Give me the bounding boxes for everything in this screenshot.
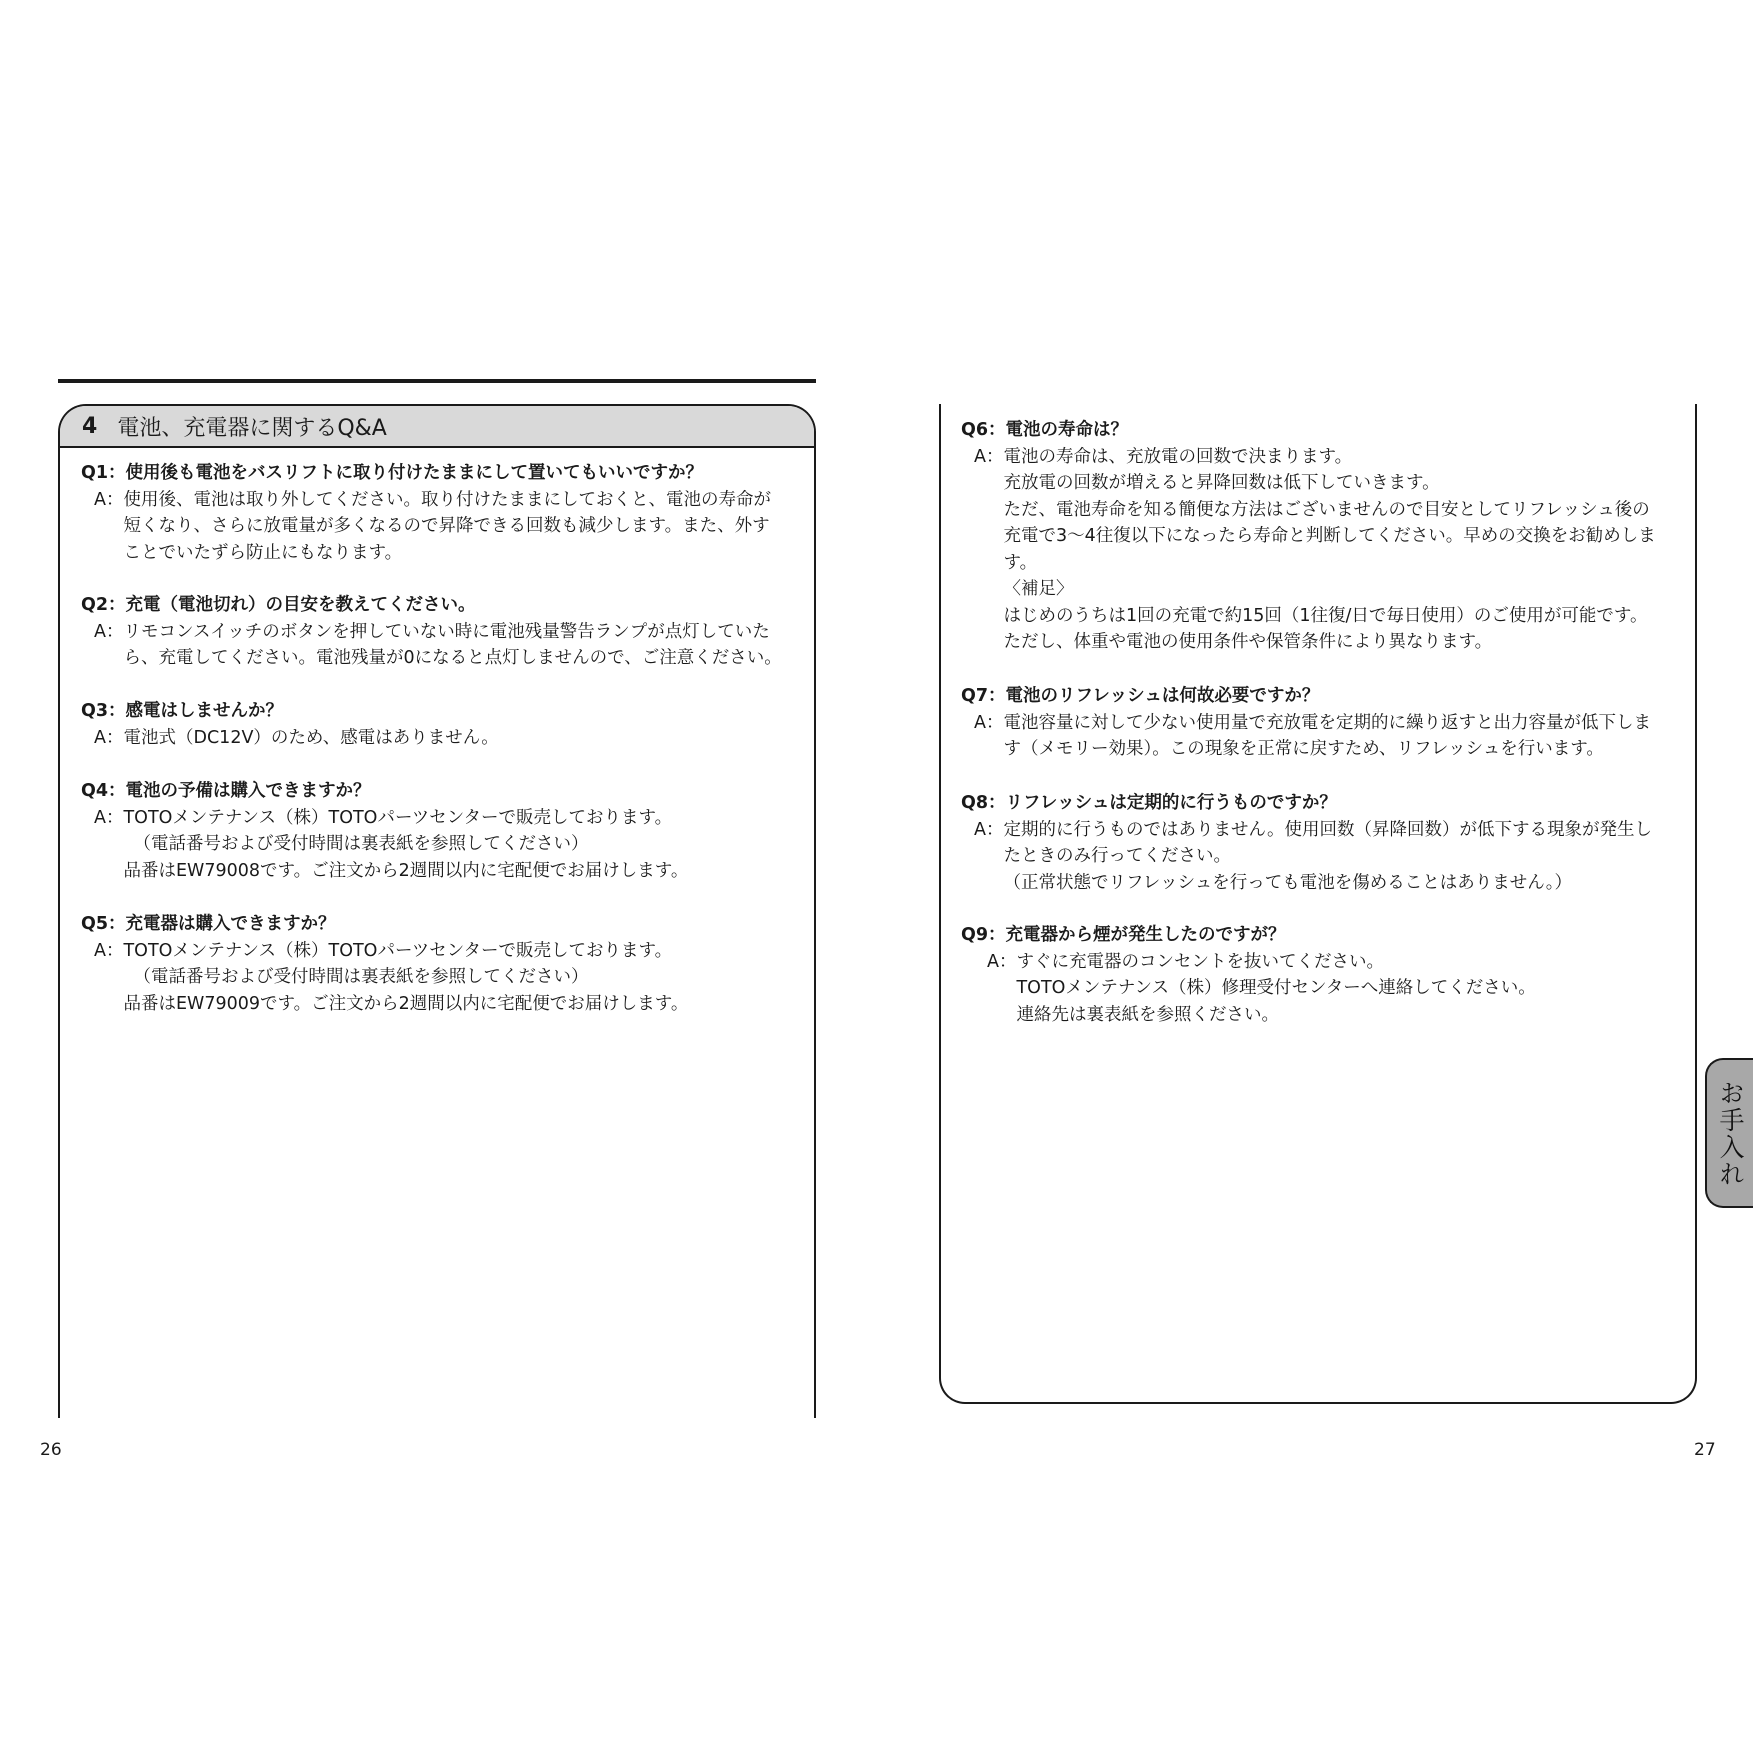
section-tab-care: [1705, 1058, 1753, 1208]
answer-line: ただ、電池寿命を知る簡便な方法はございませんので目安としてリフレッシュ後の: [1003, 499, 1650, 520]
answer-label: A：: [974, 712, 1004, 733]
answer-line: 充電で3～4往復以下になったら寿命と判断してください。早めの交換をお勧めしま: [1003, 526, 1656, 546]
answer-line: ただし、体重や電池の使用条件や保管条件により異なります。: [1003, 632, 1493, 652]
answer-line: TOTOメンテナンス（株）修理受付センターへ連絡してください。: [1016, 978, 1536, 998]
answer-line: ことでいたずら防止にもなります。: [123, 542, 403, 563]
question: Q8：リフレッシュは定期的に行うものですか？: [961, 793, 1337, 813]
answer-line: （正常状態でリフレッシュを行っても電池を傷めることはありません。）: [1003, 872, 1573, 893]
answer-line: （電話番号および受付時間は裏表紙を参照してください）: [133, 967, 589, 987]
answer-label: A：: [974, 446, 1004, 467]
answer: [961, 949, 1536, 1029]
answer: [961, 444, 1656, 656]
section-title: 電池、充電器に関するQ&A: [117, 415, 387, 441]
question: Q2：充電（電池切れ）の目安を教えてください。: [81, 595, 476, 615]
answer: [81, 619, 782, 672]
qa-item-q1: [81, 460, 771, 566]
page-number-left: 26: [40, 1440, 62, 1460]
answer-line: 電池式（DC12V）のため、感電はありません。: [123, 727, 499, 748]
answer-line: たときのみ行ってください。: [1003, 846, 1231, 866]
qa-item-q6: [961, 417, 1656, 656]
answer-label: A：: [94, 807, 124, 828]
qa-item-q4: [81, 778, 688, 884]
page-number-right: 27: [1694, 1440, 1716, 1460]
answer-line: ら、充電してください。電池残量が0になると点灯しませんので、ご注意ください。: [123, 648, 782, 668]
qa-item-q8: [961, 790, 1652, 896]
answer-line: リモコンスイッチのボタンを押していない時に電池残量警告ランプが点灯していた: [123, 621, 770, 642]
question: Q1：使用後も電池をバスリフトに取り付けたままにして置いてもいいですか？: [81, 463, 704, 483]
answer-line: 短くなり、さらに放電量が多くなるので昇降できる回数も減少します。また、外す: [123, 516, 770, 536]
answer-line: 使用後、電池は取り外してください。取り付けたままにしておくと、電池の寿命が: [123, 489, 771, 510]
top-rule: [58, 379, 816, 383]
question: Q7：電池のリフレッシュは何故必要ですか？: [961, 686, 1320, 706]
answer-line: 品番はEW79008です。ご注文から2週間以内に宅配便でお届けします。: [123, 860, 689, 881]
answer-line: 品番はEW79009です。ご注文から2週間以内に宅配便でお届けします。: [123, 993, 689, 1014]
answer-label: A：: [974, 819, 1004, 840]
answer-label: A：: [94, 727, 124, 748]
answer-line: 定期的に行うものではありません。使用回数（昇降回数）が低下する現象が発生し: [1003, 819, 1653, 840]
answer-line: 〈補足〉: [1003, 579, 1074, 599]
qa-item-q9: [961, 922, 1536, 1028]
answer: [81, 487, 771, 567]
answer-line: 充放電の回数が増えると昇降回数は低下していきます。: [1003, 473, 1440, 493]
answer: [961, 710, 1651, 763]
answer-line: TOTOメンテナンス（株）TOTOパーツセンターで販売しております。: [123, 807, 673, 828]
answer-line: す。: [1003, 552, 1038, 573]
question: Q3：感電はしませんか？: [81, 701, 284, 721]
answer-label: A：: [94, 621, 124, 642]
question: Q4：電池の予備は購入できますか？: [81, 781, 371, 801]
answer: [81, 938, 688, 1018]
answer-label: A：: [94, 940, 124, 961]
section-number: 4: [82, 413, 98, 439]
answer-line: すぐに充電器のコンセントを抜いてください。: [1016, 951, 1384, 972]
question: Q5：充電器は購入できますか？: [81, 914, 336, 934]
answer-line: 電池の寿命は、充放電の回数で決まります。: [1003, 446, 1353, 467]
section-tab-label: お手入れ: [1716, 1080, 1745, 1188]
answer: [81, 725, 499, 752]
answer-line: 連絡先は裏表紙を参照ください。: [1016, 1004, 1279, 1025]
answer-line: 電池容量に対して少ない使用量で充放電を定期的に繰り返すと出力容量が低下しま: [1003, 712, 1651, 733]
section-header: [60, 406, 814, 448]
question: Q6：電池の寿命は？: [961, 420, 1129, 440]
answer-label: A：: [987, 951, 1017, 972]
qa-item-q7: [961, 683, 1651, 763]
qa-item-q3: [81, 698, 499, 751]
answer-line: す（メモリー効果）。この現象を正常に戻すため、リフレッシュを行います。: [1003, 739, 1604, 759]
question: Q9：充電器から煙が発生したのですが？: [961, 925, 1286, 945]
answer-line: （電話番号および受付時間は裏表紙を参照してください）: [133, 834, 589, 854]
answer: [961, 817, 1652, 897]
answer-label: A：: [94, 489, 124, 510]
qa-item-q5: [81, 911, 688, 1017]
qa-item-q2: [81, 592, 782, 672]
answer-line: はじめのうちは1回の充電で約15回（1往復/日で毎日使用）のご使用が可能です。: [1003, 605, 1648, 626]
answer-line: TOTOメンテナンス（株）TOTOパーツセンターで販売しております。: [123, 940, 673, 961]
answer: [81, 805, 688, 885]
